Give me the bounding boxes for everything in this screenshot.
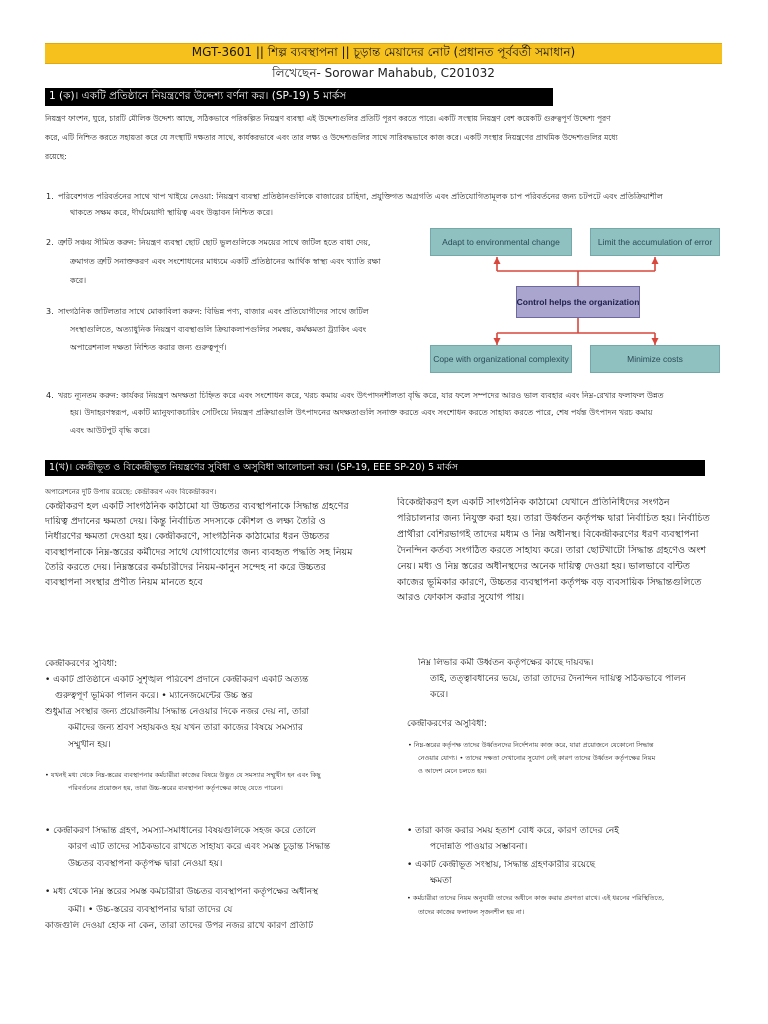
item-3-line: অপারেশনাল দক্ষতা নিশ্চিত করার জন্য গুরুত্বপূর্ণ।	[70, 343, 227, 352]
disadvantages-line: • নিম্ন-স্তরের কর্তৃপক্ষ তাদের উর্ধ্বতনদের নির্দেশনায় কাজ করে, যারা প্রয়োজনে যেকোনো সিদ্ধান্ত	[408, 741, 654, 749]
item-2-line: ত্রুটি সঞ্চয় সীমিত করুন: নিয়ন্ত্রণ ব্যবস্থা ছোট ছোট ভুলগুলিকে সময়ের সাথে জটিল হতে বাধা দেয়,	[58, 238, 371, 247]
item-4-line: খরচ ন্যূনতম করুন: কার্যকর নিয়ন্ত্রণ অদক্ষতা চিহ্নিত করে এবং সংশোধন করে, খরচ কমায় এবং উৎপাদনশীলতা বৃদ্ধি করে, যার ফলে সম্পদের আরও ভাল ব্যবহার এবং নিম্ন-রেখার ফলাফল উন্নত	[58, 391, 664, 400]
section-1-heading-bar	[45, 88, 553, 106]
disadvantages-line: পদোন্নতি পাওয়ার সম্ভাবনা।	[430, 842, 528, 852]
advantages-line: তাই, তত্ত্বাবধানের ভয়ে, তারা তাদের দৈনন্দিন দায়িত্ব সঠিকভাবে পালন	[430, 674, 686, 684]
disadvantages-line: ক্ষমতা	[430, 876, 452, 886]
control-purposes-diagram	[428, 226, 724, 376]
advantages-line: শুধুমাত্র সংস্থার জন্য প্রয়োজনীয় সিদ্ধান্ত নেওয়ার দিকে নজর দেয় না, তারা	[45, 707, 310, 717]
disadvantages-line: • একটি কেন্দ্রীভূত সংস্থায়, সিদ্ধান্ত গ্রহণকারীর রয়েছে	[407, 860, 596, 870]
author-line: লিখেছেন- Sorowar Mahabub, C201032	[272, 66, 495, 80]
centralization-definition-line: নির্ধারণের ক্ষমতা দেওয়া হয়। কেন্দ্রীকরণে, সাংগঠনিক কাঠামোর ধরন উচ্চতর	[45, 531, 330, 542]
decentralization-definition-line: বিকেন্দ্রীকরণ হল একটি সাংগঠনিক কাঠামো যেখানে প্রতিনিধিদের সংগঠন	[397, 497, 670, 508]
advantages-line: • কেন্দ্রীকরণ সিদ্ধান্ত গ্রহণ, সমস্যা-সমাধানের বিষয়গুলিকে সহজ করে তোলে	[45, 826, 316, 836]
disadvantages-line: • কর্মচারীরা তাদের নিয়ম অনুযায়ী তাদের অধীনে কাজ করার প্রবণতা রাখে। এই ধরনের পরিস্থিতিতে,	[407, 894, 665, 902]
disadvantages-line: ও আদেশ মেনে চলতে হয়।	[418, 767, 487, 775]
decentralization-definition-line: আরও ফোকাস করার সুযোগ পায়।	[397, 592, 525, 603]
diagram-box-cope: Cope with organizational complexity	[430, 345, 572, 373]
centralization-definition-line: ব্যবস্থাপনা সংস্থার প্রণীত নিয়ম মানতে হবে	[45, 577, 203, 588]
item-3-number: 3.	[46, 307, 54, 316]
advantages-line: গুরুত্বপূর্ণ ভূমিকা পালন করে। • ম্যানেজমেন্টের উচ্চ স্তর	[55, 691, 253, 701]
advantages-line: • একটি প্রতিষ্ঠানে একটি সুশৃঙ্খল পরিবেশ প্রদানে কেন্দ্রীকরণ একটি অত্যন্ত	[45, 675, 309, 685]
decentralization-definition-line: দৈনন্দিন কর্তব্য সংগঠিত করতে সাহায্য করে। তারা ছোটখাটো সিদ্ধান্ত গ্রহণেও অংশ	[397, 545, 706, 556]
decentralization-definition-line: নেয়। মধ্য ও নিম্ন স্তরের অধীনস্থদের অনেক দায়িত্ব দেওয়া হয়। ভালভাবে বন্টিত	[397, 561, 690, 572]
diagram-box-minimize-costs: Minimize costs	[590, 345, 720, 373]
section-1-intro-line: করে, এটি নিশ্চিত করতে সহায়তা করে যে সংস্থাটি দক্ষতার সাথে, কার্যকরভাবে এবং তার লক্ষ্য ও উদ্দেশ্যগুলির সাথে সারিবদ্ধভাবে কাজ করে। একটি সংস্থার নিয়ন্ত্রণের প্রাথমিক উদ্দেশ্যগুলির মধ্যে	[45, 133, 618, 142]
item-1-line: থাকতে সক্ষম করে, দীর্ঘমেয়াদী স্থায়িত্ব এবং উদ্ভাবন নিশ্চিত করে।	[70, 208, 273, 217]
item-2-line: ক্রমাগত ত্রুটি সনাক্তকরণ এবং সংশোধনের মাধ্যমে একটি প্রতিষ্ঠানের আর্থিক স্বাস্থ্য এবং খ্যাতি রক্ষা	[70, 257, 381, 266]
decentralization-definition-line: প্রার্থীরা বেশিরভাগই তাদের মধ্যম ও নিম্ন অধীনস্থ। বিকেন্দ্রীকরণের ধরণ ব্যবস্থাপনা	[397, 529, 699, 540]
diagram-box-limit-error: Limit the accumulation of error	[590, 228, 720, 256]
advantages-line: নিম্ন লিভার কর্মী উর্ধ্বতন কর্তৃপক্ষের কাছে দায়বদ্ধ।	[418, 658, 594, 668]
section-2-heading: 1(খ)। কেন্দ্রীভূত ও বিকেন্দ্রীভূত নিয়ন্ত্রণের সুবিধা ও অসুবিধা আলোচনা কর। (SP-19, EEE SP-20) 5 মার্কস	[49, 461, 458, 473]
disadvantages-line: তাদের কাজের ফলাফল সৃজনশীল হয় না।	[418, 908, 525, 916]
centralization-definition-line: তৈরি করতে দেয়। নিম্নস্তরের কর্মচারীদের নিয়ম-কানুন সন্দেহ না করে উচ্চতর	[45, 562, 326, 573]
advantages-line: কারণ এটি তাদের সঠিকভাবে রাখতে সাহায্য করে এবং সমস্ত চূড়ান্ত সিদ্ধান্ত	[68, 842, 331, 852]
item-2-line: করে।	[70, 276, 87, 285]
advantages-line: উচ্চতর ব্যবস্থাপনা কর্তৃপক্ষ দ্বারা নেওয়া হয়।	[68, 859, 223, 869]
diagram-box-adapt: Adapt to environmental change	[430, 228, 572, 256]
item-3-line: সংস্থাগুলিতে, অত্যাধুনিক নিয়ন্ত্রণ ব্যবস্থাগুলি ক্রিয়াকলাপগুলির সমন্বয়, কর্মক্ষমতা ট্র্যাকিং এবং	[70, 325, 367, 334]
item-4-line: হয়। উদাহরণস্বরূপ, একটি ম্যানুফ্যাকচারিং সেটিংয়ে নিয়ন্ত্রণ প্রক্রিয়াগুলি উৎপাদনের অদক্ষতাগুলি সনাক্ত করতে এবং সংশোধন করতে সাহায্য করতে পারে, শেষ পর্যন্ত উৎপাদন খরচ কমায়	[70, 408, 653, 417]
document-title: MGT-3601 || শিল্প ব্যবস্থাপনা || চূড়ান্ত মেয়াদের নোট (প্রধানত পূর্ববর্তী সমাধান)	[191, 44, 576, 59]
advantages-line: • যখনই মধ্য থেকে নিম্ন-স্তরের ব্যবস্থাপনার কর্মচারীরা কাজের বিষয়ে উদ্ভূত যে সমস্যার সম্মুখীন হন এবং কিছু	[45, 771, 321, 779]
disadvantages-line: নেওয়ার যোগ্য। • তাদের দক্ষতা দেখানোর সুযোগ নেই কারণ তাদের উর্ধ্বতন কর্তৃপক্ষের নিয়ম	[418, 754, 656, 762]
centralization-definition-line: দায়িত্ব প্রদানের ক্ষমতা দেয়। কিন্তু নির্বাচিত সদস্যকে কৌশল ও লক্ষ্য তৈরি ও	[45, 516, 326, 527]
section-1-heading: 1 (ক)। একটি প্রতিষ্ঠানে নিয়ন্ত্রণের উদ্দেশ্য বর্ণনা কর। (SP-19) 5 মার্কস	[49, 89, 347, 102]
advantages-line: • মধ্য থেকে নিম্ন স্তরের সমস্ত কর্মচারীরা উচ্চতর ব্যবস্থাপনা কর্তৃপক্ষের অধীনস্থ	[45, 887, 319, 897]
section-2-heading-bar	[45, 460, 705, 476]
item-2-number: 2.	[46, 238, 54, 247]
advantages-line: সম্মুখীন হয়।	[68, 740, 111, 750]
decentralization-definition-line: পরিচালনার জন্য নিযুক্ত করা হয়। তারা উর্ধ্বতন কর্তৃপক্ষ দ্বারা নির্বাচিত হয়। নির্বাচিত	[397, 513, 710, 524]
advantages-title: কেন্দ্রীকরণের সুবিধা:	[45, 659, 118, 669]
item-1-number: 1.	[46, 192, 54, 201]
decentralization-definition-line: কাজের ভূমিকার কারণে, উচ্চতর ব্যবস্থাপনা কর্তৃপক্ষ বড় ব্যবসায়িক সিদ্ধান্তগুলিতে	[397, 577, 702, 588]
item-4-number: 4.	[46, 391, 54, 400]
advantages-line: পরিবর্তনের প্রয়োজন হয়, তারা উচ্চ-স্তরের ব্যবস্থাপনা কর্তৃপক্ষের কাছে যেতে পারেন।	[68, 784, 283, 792]
disadvantages-title: কেন্দ্রীকরণের অসুবিধা:	[407, 719, 487, 729]
diagram-center-box: Control helps the organization	[516, 286, 640, 318]
advantages-line: কাজগুলি দেওয়া হোক না কেন, তারা তাদের উপর নজর রাখে কারণ প্রতিটি	[45, 921, 313, 931]
item-4-line: এবং আউটপুট বৃদ্ধি করে।	[70, 426, 151, 435]
section-1-intro-line: নিয়ন্ত্রণ ফাংশন, ঘুরে, চারটি মৌলিক উদ্দেশ্য আছে, সঠিকভাবে পরিকল্পিত নিয়ন্ত্রণ ব্যবস্থা এই উদ্দেশ্যগুলির প্রতিটি পূরণ করতে পারে। একটি সংস্থায় নিয়ন্ত্রণ বেশ কয়েকটি গুরুত্বপূর্ণ উদ্দেশ্য পূরণ	[45, 114, 611, 123]
advantages-line: কর্মীদের জন্য শ্রবণ সহায়কও হয় যখন তারা কাজের বিষয়ে সমস্যার	[68, 723, 303, 733]
disadvantages-line: • তারা কাজ করার সময় হতাশ বোধ করে, কারণ তাদের নেই	[407, 826, 619, 836]
centralization-definition-line: ব্যবস্থাপনাকে নিম্ন-স্তরের কর্মীদের সাথে যোগাযোগের জন্য ব্যবহৃত পদ্ধতি সহ নিয়ম	[45, 547, 353, 558]
advantages-line: কর্মী। • উচ্চ-স্তরের ব্যবস্থাপনার দ্বারা তাদের যে	[68, 905, 233, 915]
item-1-line: পরিবেশগত পরিবর্তনের সাথে খাপ খাইয়ে নেওয়া: নিয়ন্ত্রণ ব্যবস্থা প্রতিষ্ঠানগুলিকে বাজারের চাহিদা, প্রযুক্তিগত অগ্রগতি এবং প্রতিযোগিতামূলক চাপ পরিবর্তনের জন্য চটপটে এবং প্রতিক্রিয়াশীল	[58, 192, 663, 201]
document-title-bar	[45, 43, 722, 64]
section-2-intro: অপারেশনের দুটি উপায় রয়েছে: কেন্দ্রীকরণ এবং বিকেন্দ্রীকরণ।	[45, 488, 217, 496]
centralization-definition-line: কেন্দ্রীকরণ হল একটি সাংগঠনিক কাঠামো যা উচ্চতর ব্যবস্থাপনাকে সিদ্ধান্ত গ্রহণের	[45, 501, 349, 512]
item-3-line: সাংগঠনিক জটিলতার সাথে মোকাবিলা করুন: বিভিন্ন পণ্য, বাজার এবং প্রতিযোগীদের সাথে জটিল	[58, 307, 369, 316]
advantages-line: করে।	[430, 690, 449, 700]
section-1-intro-line: রয়েছে:	[45, 152, 67, 161]
